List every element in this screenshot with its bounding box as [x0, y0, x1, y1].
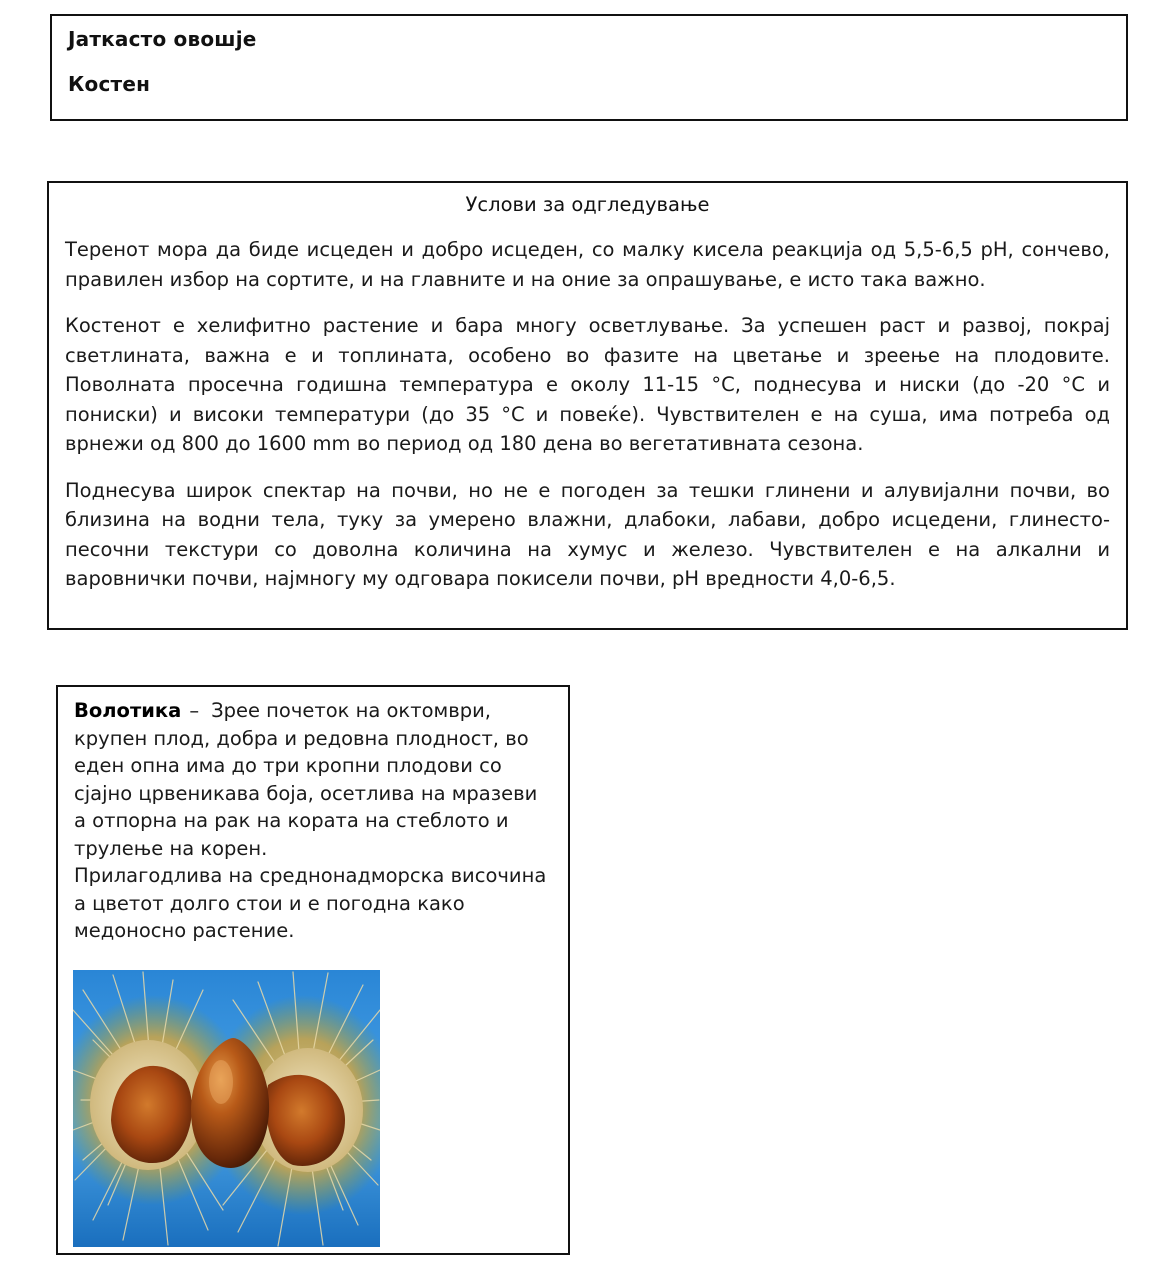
- conditions-paragraph-soil: Теренот мора да биде исцеден и добро исцеден, со малку кисела реакција од 5,5-6,5 pH, сончево, правилен избор на сортите, и на главните и на оние за опрашување, е исто така важно.: [65, 238, 1110, 291]
- variety-name: Волотика: [74, 699, 182, 722]
- variety-extra: Прилагодлива на среднонадморска височина а цветот долго стои и е погодна како медоносно растение.: [74, 864, 547, 942]
- conditions-paragraph-soil-types: Поднесува широк спектар на почви, но не е погоден за тешки глинени и алувијални почви, во близина на водни тела, туку за умерено влажни, длабоки, лабави, добро исцедени, глинесто-песочни текстури со доволна количина на хумус и железо. Чувствителен е на алкални и варовнички почви, најмногу му одговара покисели почви, pH вредности 4,0-6,5.: [65, 478, 1110, 590]
- chestnut-photo: [73, 970, 380, 1247]
- category-heading: Јаткасто овошје: [68, 27, 257, 51]
- conditions-paragraph-climate: Костенот е хелифитно растение и бара многу осветлување. За успешен раст и развој, покрај светлината, важна е и топлината, особено во фазите на цветање и зреење на плодовите. Поволната просечна годишна температура е околу 11-15 °C, поднесува и ниски (до -20 °C и пониски) и високи температури (до 35 °C и повеќе). Чувствителен е на суша, има потреба од врнежи од 800 до 1600 mm во период од 180 дена во вегетативната сезона.: [65, 314, 1110, 455]
- fruit-heading: Костен: [68, 72, 151, 96]
- variety-description: Зрее почеток на октомври, крупен плод, добра и редовна плодност, во еден опна има до три кропни плодови со сјајно црвеникава боја, осетлива на мразеви а отпорна на рак на кората на стеблото и трулење на корен.: [74, 699, 538, 860]
- variety-dash: –: [189, 699, 200, 722]
- growing-conditions-box: [47, 181, 1128, 630]
- variety-box: [56, 685, 570, 1255]
- conditions-title: Услови за одгледување: [465, 193, 710, 216]
- header-box: [50, 14, 1128, 121]
- variety-text: [74, 697, 554, 945]
